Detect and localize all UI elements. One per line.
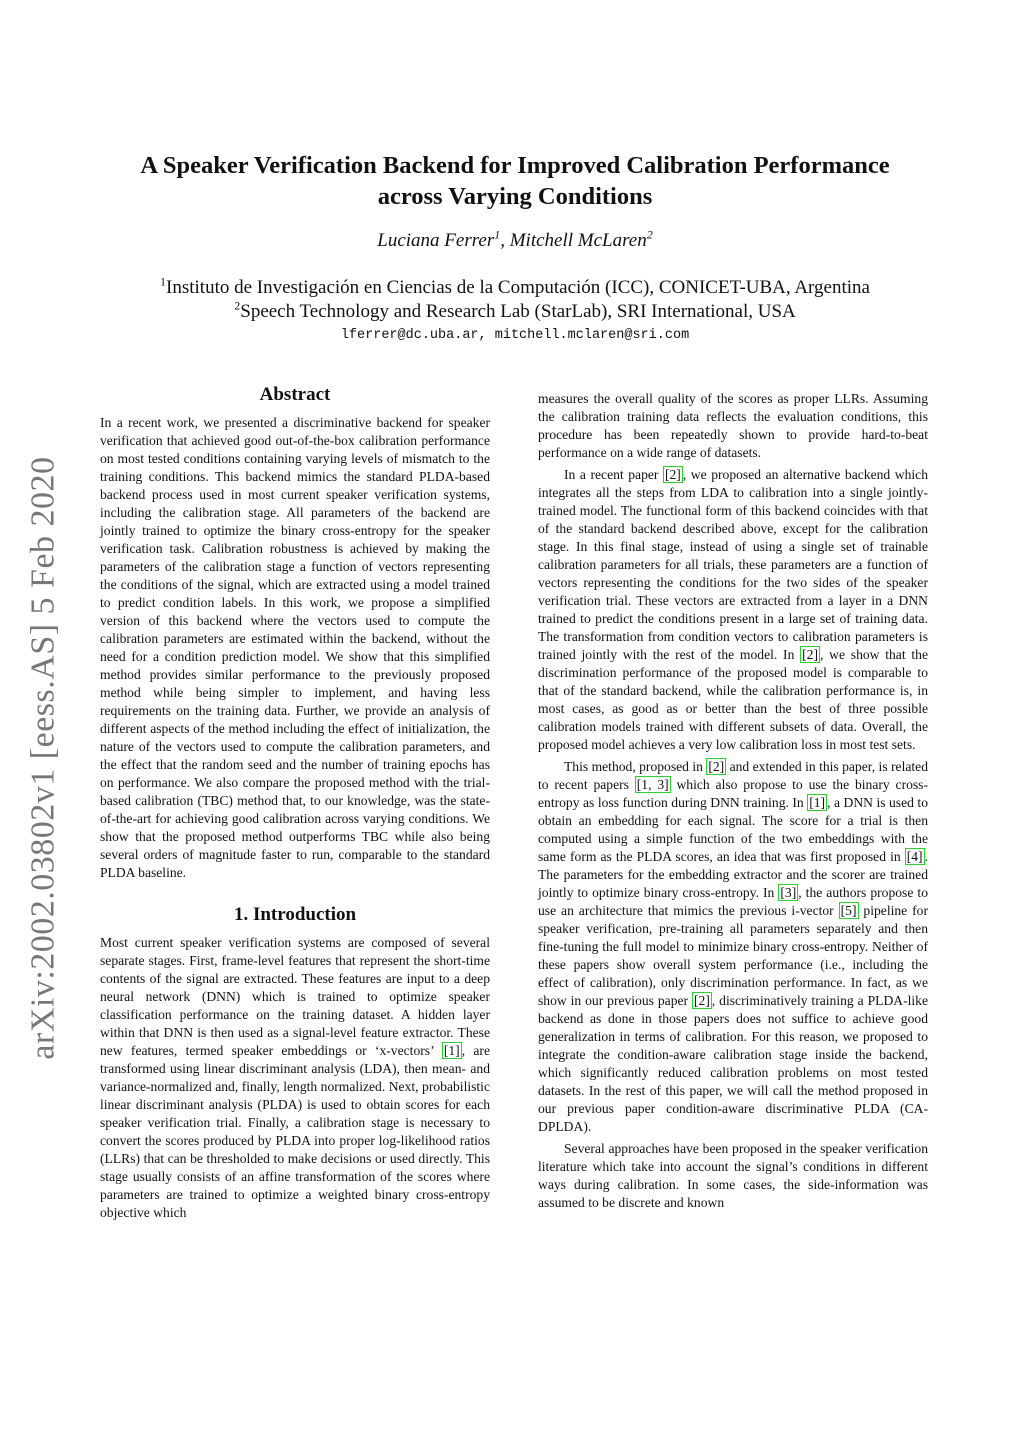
text-run: , we proposed an alternative backend which integrates all the steps from LDA to calibration into a single jointly-trained model. The functional form of this backend coincides with that of the standard backend described above, except for the calibration stage. In this final stage, instead of using a single set of trainable calibration parameters for all trials, these parameters are a function of vectors representing the conditions for the two sides of the speaker verification trial. These vectors are extracted from a layer in a DNN trained to predict the conditions present in a large set of training data. The transformation from condition vectors to calibration parameters is trained jointly with the rest of the model. In	[538, 467, 928, 662]
title-line-1: A Speaker Verification Backend for Improved Calibration Performance	[140, 152, 890, 179]
abstract-heading: Abstract	[259, 384, 331, 405]
text-run: , we show that the discrimination performance of the proposed model is comparable to that of the standard backend, while the calibration performance is, in most cases, as good as or better than the best of three possible calibration models trained with different subsets of data. Overall, the proposed model achieves a very low calibration loss in most test sets.	[538, 647, 928, 752]
arxiv-side-stamp	[14, 438, 74, 1078]
citation-link[interactable]: [2]	[708, 759, 725, 774]
text-run: Most current speaker verification systems are composed of several separate stages. First, frame-level features that represent the short-time contents of the signal are extracted. These features are input to a deep neural network (DNN) which is trained to optimize speaker classification performance on the training dataset. A hidden layer within that DNN is then used as a signal-level feature extractor. These new features, termed speaker embeddings or ‘x-vectors’	[100, 935, 490, 1058]
author-ferrer-affil: 1	[494, 227, 501, 242]
right-paragraph-2	[538, 466, 928, 754]
author-emails: lferrer@dc.uba.ar, mitchell.mclaren@sri.com	[340, 328, 690, 343]
text-run: , discriminatively training a PLDA-like backend as done in those papers does not suffice to achieve good generalization in terms of calibration. For this reason, we proposed to integrate the condition-aware calibration stage inside the backend, which significantly reduced calibration problems on most tested datasets. In the rest of this paper, we will call the method proposed in our previous paper condition-aware discriminative PLDA (CA-DPLDA).	[538, 993, 928, 1134]
introduction-heading: 1. Introduction	[233, 904, 357, 925]
title-line-2: across Varying Conditions	[377, 183, 653, 210]
right-paragraph-4: Several approaches have been proposed in the speaker verification literature which take into account the signal’s conditions in different ways during calibration. In some cases, the side-information was assumed to be discrete and known	[538, 1141, 928, 1210]
affiliation-1-text: Instituto de Investigación en Ciencias de la Computación (ICC), CONICET-UBA, Argentina	[166, 277, 870, 298]
affiliation-1	[100, 276, 930, 300]
text-run: , a DNN is used to obtain an embedding for each signal. The score for a trial is then computed using a simple function of the two embeddings with the same form as the PLDA scores, an idea that was first proposed in	[538, 795, 928, 864]
author-list	[100, 227, 930, 252]
text-run: which also propose to use the binary cross-entropy as loss function during DNN training. In	[538, 777, 928, 810]
affiliation-2-mark: 2	[234, 298, 241, 313]
citation-link[interactable]: [2]	[802, 647, 818, 662]
affiliation-2	[100, 300, 930, 324]
intro-paragraph-1	[100, 934, 490, 1222]
citation-link[interactable]: [2]	[664, 467, 681, 482]
affiliations	[100, 276, 930, 324]
abstract-body: In a recent work, we presented a discriminative backend for speaker verification that achieved good out-of-the-box calibration performance on most tested conditions containing varying levels of mismatch to the training conditions. This backend mimics the standard PLDA-based backend process used in most current speaker verification systems, including the calibration stage. All parameters of the backend are jointly trained to optimize the binary cross-entropy for the speaker verification task. Calibration robustness is achieved by making the parameters of the calibration stage a function of vectors representing the conditions of the signal, which are extracted using a model trained to predict condition labels. In this work, we propose a simplified version of this backend where the vectors used to compute the calibration parameters are estimated within the backend, without the need for a condition prediction model. We show that this simplified method provides similar performance to the previously proposed method while being simpler to implement, and having less requirements on the training data. Further, we provide an analysis of different aspects of the method including the effect of initialization, the nature of the vectors used to compute the calibration parameters, and the effect that the random seed and the number of training epochs has on performance. We also compare the proposed method with the trial-based calibration (TBC) method that, to our knowledge, was the state-of-the-art for achieving good calibration across varying conditions. We show that the proposed method outperforms TBC while also being several orders of magnitude faster to run, comparable to the standard PLDA baseline.	[100, 415, 490, 880]
left-column	[100, 386, 490, 1222]
paper-title	[100, 150, 930, 212]
affiliation-1-mark: 1	[160, 274, 167, 289]
author-mclaren: Mitchell McLaren	[509, 230, 647, 251]
citation-link[interactable]: [1]	[809, 795, 826, 810]
right-paragraph-1: measures the overall quality of the scores as proper LLRs. Assuming the calibration training data reflects the evaluation conditions, this procedure has been repeatedly shown to provide hard-to-beat performance on a wide range of datasets.	[538, 391, 928, 460]
text-run: This method, proposed in	[564, 759, 707, 774]
citation-link[interactable]: [2]	[694, 993, 710, 1008]
text-run: . The parameters for the embedding extractor and the scorer are trained jointly to optimize binary cross-entropy. In	[538, 849, 928, 900]
text-run: In a recent paper	[564, 467, 663, 482]
citation-link[interactable]: [1]	[443, 1043, 460, 1058]
right-paragraph-3	[538, 758, 928, 1136]
text-run: and extended in this paper, is related to recent papers	[538, 759, 928, 792]
citation-link[interactable]: [4]	[906, 849, 923, 864]
author-separator: ,	[500, 230, 510, 251]
arxiv-identifier: arXiv:2002.03802v1 [eess.AS] 5 Feb 2020	[25, 456, 62, 1060]
text-run: , are transformed using linear discriminant analysis (LDA), then mean- and variance-normalized and, finally, length normalized. Next, probabilistic linear discriminant analysis (PLDA) is used to obtain scores for each speaker verification trial. Finally, a calibration stage is necessary to convert the scores produced by PLDA into proper log-likelihood ratios (LLRs) that can be thresholded to make decisions or used directly. This stage usually consists of an affine transformation of the scores where parameters are trained to optimize a weighted binary cross-entropy objective which	[100, 1043, 490, 1220]
citation-link[interactable]: [3]	[780, 885, 797, 900]
text-run: pipeline for speaker verification, pre-training all parameters separately and then fine-tuning the full model to minimize binary cross-entropy. Neither of these papers show overall system performance (i.e., including the effect of calibration), only discrimination performance. In fact, as we show in our previous paper	[538, 903, 928, 1008]
citation-link[interactable]: [5]	[840, 903, 857, 918]
author-mclaren-affil: 2	[646, 227, 653, 242]
author-ferrer: Luciana Ferrer	[377, 230, 495, 251]
affiliation-2-text: Speech Technology and Research Lab (StarLab), SRI International, USA	[240, 301, 796, 322]
right-column	[538, 390, 928, 1212]
citation-link[interactable]: [1, 3]	[636, 777, 669, 792]
text-run: , the authors propose to use an architecture that mimics the previous i-vector	[538, 885, 928, 918]
